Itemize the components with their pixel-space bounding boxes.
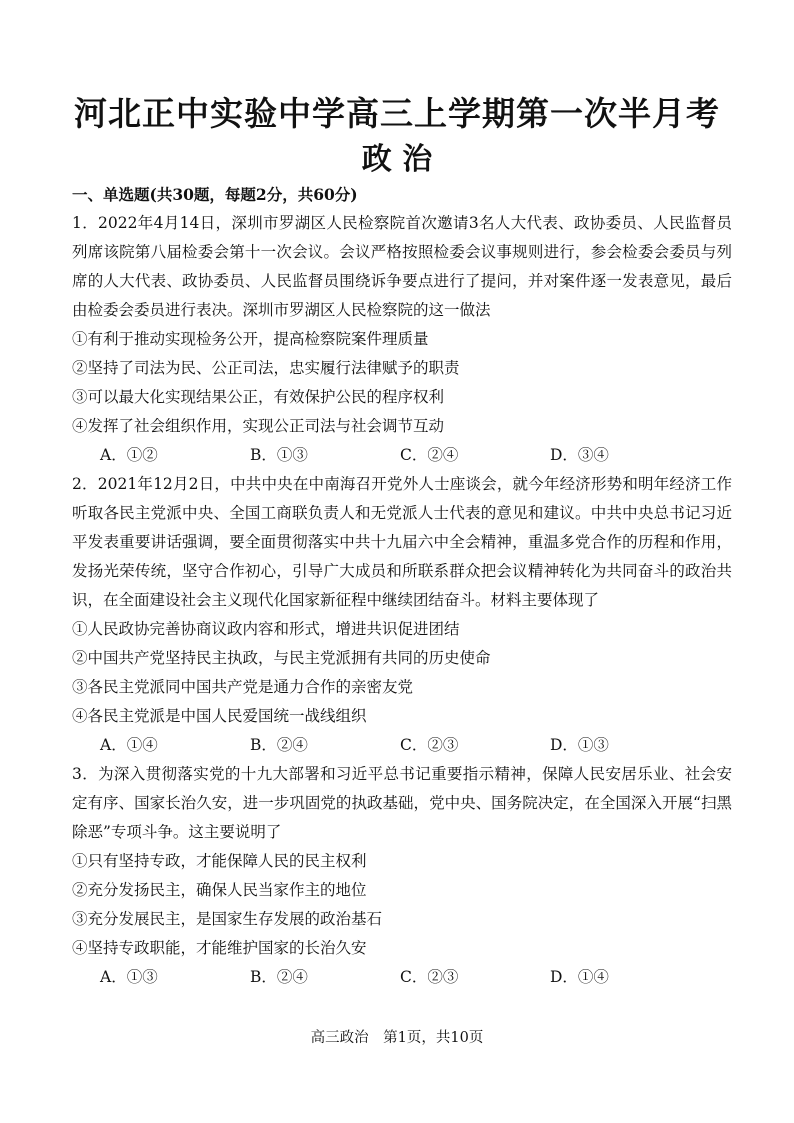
statement-option: ③可以最大化实现结果公正，有效保护公民的程序权利 — [72, 388, 445, 406]
choice-b[interactable]: B．②④ — [250, 968, 308, 986]
statement-option: ②坚持了司法为民、公正司法，忠实履行法律赋予的职责 — [72, 359, 460, 377]
choice-a[interactable]: A．①③ — [100, 968, 158, 986]
answer-choices — [72, 441, 732, 470]
choice-a[interactable]: A．①② — [100, 446, 158, 464]
question-stem: 1．2022年4月14日，深圳市罗湖区人民检察院首次邀请3名人大代表、政协委员、人民监督员列席该院第八届检委会第十一次会议。会议严格按照检委会议事规则进行，参会检委会委员与列席的人大代表、政协委员、人民监督员围绕诉争要点进行了提问，并对案件逐一发表意见，最后由检委会委员进行表决。深圳市罗湖区人民检察院的这一做法 — [72, 214, 732, 319]
statement-option: ④各民主党派是中国人民爱国统一战线组织 — [72, 707, 367, 725]
statement-option: ①人民政协完善协商议政内容和形式，增进共识促进团结 — [72, 620, 460, 638]
choice-b[interactable]: B．②④ — [250, 736, 308, 754]
question-stem: 3．为深入贯彻落实党的十九大部署和习近平总书记重要指示精神，保障人民安居乐业、社会安定有序、国家长治久安，进一步巩固党的执政基础，党中央、国务院决定，在全国深入开展“扫黑除恶”专项斗争。这主要说明了 — [72, 765, 732, 841]
question-stem: 2．2021年12月2日，中共中央在中南海召开党外人士座谈会，就今年经济形势和明年经济工作听取各民主党派中央、全国工商联负责人和无党派人士代表的意见和建议。中共中央总书记习近平发表重要讲话强调，要全面贯彻落实中共十九届六中全会精神，重温多党合作的历程和作用，发扬光荣传统，坚守合作初心，引导广大成员和所联系群众把会议精神转化为共同奋斗的政治共识，在全面建设社会主义现代化国家新征程中继续团结奋斗。材料主要体现了 — [72, 475, 732, 609]
choice-c[interactable]: C．②③ — [400, 968, 459, 986]
statement-option: ②中国共产党坚持民主执政，与民主党派拥有共同的历史使命 — [72, 649, 491, 667]
section-heading: 一、单选题(共30题，每题2分，共60分) — [72, 185, 358, 204]
page-title: 河北正中实验中学高三上学期第一次半月考 — [74, 94, 720, 133]
choice-c[interactable]: C．②③ — [400, 736, 459, 754]
statement-option: ④发挥了社会组织作用，实现公正司法与社会调节互动 — [72, 417, 445, 435]
statement-option: ④坚持专政职能，才能维护国家的长治久安 — [72, 939, 367, 957]
choice-d[interactable]: D．①③ — [550, 736, 609, 754]
page-footer: 高三政治 第1页，共10页 — [310, 1030, 484, 1046]
statement-option: ②充分发扬民主，确保人民当家作主的地位 — [72, 881, 367, 899]
subject-title: 政 治 — [361, 142, 433, 177]
statement-option: ①有利于推动实现检务公开，提高检察院案件理质量 — [72, 330, 429, 348]
choice-b[interactable]: B．①③ — [250, 446, 308, 464]
answer-choices — [72, 731, 732, 760]
choice-d[interactable]: D．③④ — [550, 446, 609, 464]
choice-a[interactable]: A．①④ — [100, 736, 158, 754]
choice-d[interactable]: D．①④ — [550, 968, 609, 986]
question-2 — [72, 470, 732, 760]
statement-option: ③各民主党派同中国共产党是通力合作的亲密友党 — [72, 678, 414, 696]
question-3 — [72, 760, 732, 992]
question-1 — [72, 209, 732, 470]
statement-option: ①只有坚持专政，才能保障人民的民主权利 — [72, 852, 367, 870]
exam-content — [72, 180, 732, 992]
answer-choices — [72, 963, 732, 992]
choice-c[interactable]: C．②④ — [400, 446, 459, 464]
statement-option: ③充分发展民主，是国家生存发展的政治基石 — [72, 910, 383, 928]
